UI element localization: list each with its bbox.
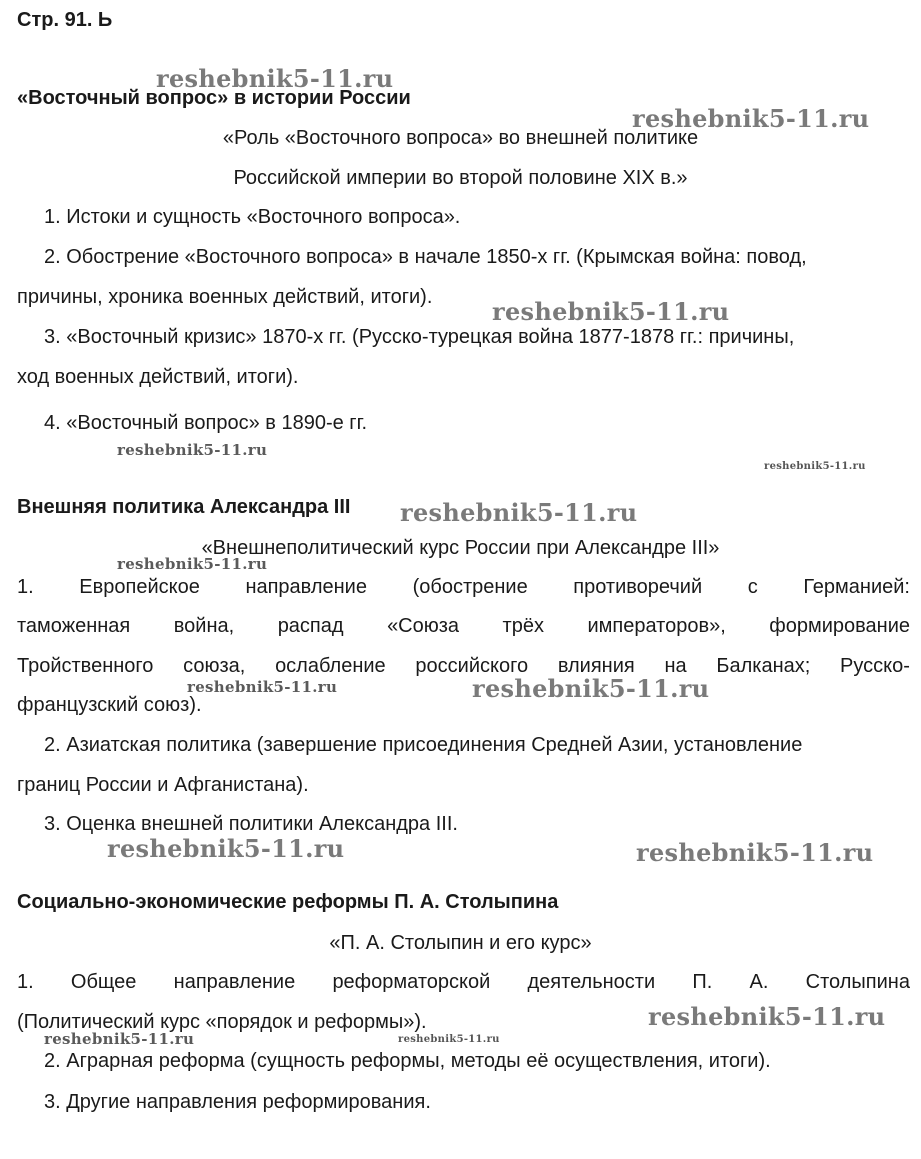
word: направление — [173, 971, 296, 993]
word: реформаторской — [332, 971, 491, 993]
section-topic-line: «Внешнеполитический курс России при Александре III» — [201, 537, 720, 559]
word: российского — [415, 655, 529, 677]
word: формирование — [769, 615, 910, 637]
word: трёх — [502, 615, 544, 637]
word: с — [747, 576, 758, 598]
word: Столыпина — [805, 971, 910, 993]
plan-item-continuation: границ России и Афганистана). — [17, 774, 309, 796]
word: ослабление — [275, 655, 386, 677]
section-heading-alexander-iii: Внешняя политика Александра III — [17, 496, 351, 518]
watermark: reshebnik5-11.ru — [187, 678, 338, 696]
plan-item: 3. «Восточный кризис» 1870-х гг. (Русско-турецкая война 1877-1878 гг.: причины, — [44, 326, 795, 348]
plan-item-justified-line — [17, 614, 910, 638]
word: направление — [245, 576, 367, 598]
plan-item-continuation: французский союз). — [17, 694, 202, 716]
word: Балканах; — [716, 655, 811, 677]
word: противоречий — [573, 576, 703, 598]
plan-item-justified-line — [17, 970, 910, 994]
word: императоров», — [587, 615, 726, 637]
word: 1. — [17, 576, 34, 598]
plan-item: 3. Другие направления реформирования. — [44, 1091, 431, 1113]
word: Русско- — [840, 655, 910, 677]
plan-item: 2. Обострение «Восточного вопроса» в начале 1850-х гг. (Крымская война: повод, — [44, 246, 807, 268]
watermark: reshebnik5-11.ru — [636, 838, 874, 867]
section-heading-eastern-question: «Восточный вопрос» в истории России — [17, 87, 411, 109]
plan-item-continuation: причины, хроника военных действий, итоги). — [17, 286, 433, 308]
section-topic-line: «П. А. Столыпин и его курс» — [329, 932, 592, 954]
section-heading-stolypin: Социально-экономические реформы П. А. Столыпина — [17, 891, 559, 913]
plan-item: 4. «Восточный вопрос» в 1890-е гг. — [44, 412, 368, 434]
watermark: reshebnik5-11.ru — [400, 498, 638, 527]
plan-item: 2. Азиатская политика (завершение присоединения Средней Азии, установление — [44, 734, 803, 756]
word: Тройственного — [17, 655, 154, 677]
word: А. — [749, 971, 769, 993]
page-header: Стр. 91. Ь — [17, 9, 113, 31]
plan-item-justified-line — [17, 575, 910, 599]
word: «Союза — [387, 615, 460, 637]
watermark: reshebnik5-11.ru — [764, 461, 866, 472]
watermark: reshebnik5-11.ru — [632, 104, 870, 133]
plan-item-continuation: (Политический курс «порядок и реформы»). — [17, 1011, 427, 1033]
watermark: reshebnik5-11.ru — [398, 1034, 500, 1045]
word: союза, — [183, 655, 246, 677]
watermark: reshebnik5-11.ru — [107, 834, 345, 863]
word: влияния — [557, 655, 635, 677]
word: Европейское — [79, 576, 200, 598]
word: (обострение — [412, 576, 528, 598]
word: таможенная — [17, 615, 131, 637]
word: распад — [277, 615, 344, 637]
word: Общее — [70, 971, 137, 993]
watermark: reshebnik5-11.ru — [117, 555, 268, 573]
plan-item: 3. Оценка внешней политики Александра III. — [44, 813, 458, 835]
word: Германией: — [803, 576, 910, 598]
watermark: reshebnik5-11.ru — [472, 674, 710, 703]
section-topic-line: Российской империи во второй половине XIX в.» — [233, 167, 688, 189]
watermark: reshebnik5-11.ru — [648, 1002, 886, 1031]
section-topic-line: «Роль «Восточного вопроса» во внешней политике — [222, 127, 699, 149]
word: П. — [692, 971, 713, 993]
plan-item: 1. Истоки и сущность «Восточного вопроса». — [44, 206, 461, 228]
plan-item-justified-line — [17, 654, 910, 678]
word: на — [664, 655, 687, 677]
watermark: reshebnik5-11.ru — [44, 1030, 195, 1048]
watermark: reshebnik5-11.ru — [492, 297, 730, 326]
watermark: reshebnik5-11.ru — [117, 441, 268, 459]
word: деятельности — [527, 971, 656, 993]
word: война, — [173, 615, 235, 637]
watermark: reshebnik5-11.ru — [156, 64, 394, 93]
plan-item: 2. Аграрная реформа (сущность реформы, методы её осуществления, итоги). — [44, 1050, 771, 1072]
word: 1. — [17, 971, 34, 993]
plan-item-continuation: ход военных действий, итоги). — [17, 366, 299, 388]
